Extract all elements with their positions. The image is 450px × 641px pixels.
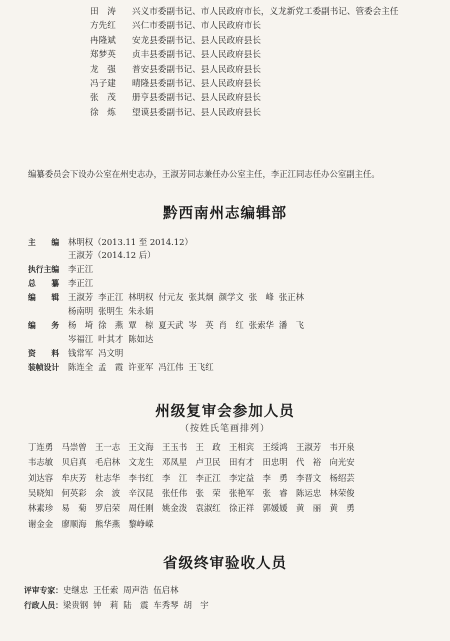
editorial-member: 杨南明: [68, 306, 94, 316]
review-member: 余 波: [95, 487, 121, 498]
review-member: 林素珍: [28, 503, 54, 514]
review-member: 周任刚: [128, 503, 154, 514]
official-name: 徐 炼: [90, 107, 116, 118]
official-role: 晴隆县委副书记、县人民政府县长: [132, 79, 261, 89]
official-role: 安龙县委副书记、县人民政府县长: [132, 35, 261, 46]
review-member: 邓凤星: [162, 457, 188, 468]
final-member: 伍启林: [153, 585, 179, 595]
review-member: 张任伟: [162, 487, 188, 498]
review-member: 毛启林: [95, 457, 121, 468]
review-row: [28, 486, 428, 501]
review-member: 张 荣: [195, 487, 221, 498]
official-row: [90, 49, 261, 62]
review-member: 吴晓知: [28, 487, 54, 498]
editorial-row: [28, 361, 214, 374]
final-member: 胡 宇: [183, 600, 209, 610]
editorial-member: 王淑芳（2014.12 后）: [68, 250, 156, 260]
review-row: [28, 455, 428, 470]
review-member: 王绥鸿: [262, 442, 288, 452]
final-role-label: 评审专家：: [24, 586, 63, 595]
editorial-row: [28, 333, 154, 346]
review-member: 李定益: [229, 472, 255, 483]
review-member: 韦开泉: [329, 442, 355, 452]
editorial-member: 颜学文: [218, 292, 244, 302]
review-member: 徐正祥: [229, 503, 255, 514]
editorial-member: 林明权（2013.11 至 2014.12）: [68, 237, 193, 247]
official-row: [90, 6, 398, 19]
editorial-member: 杨 埼: [68, 320, 94, 330]
review-member: 韦志敏: [28, 457, 54, 468]
official-row: [90, 78, 261, 91]
review-member: 丁连勇: [28, 442, 54, 452]
editorial-member: 陈连全: [68, 362, 94, 372]
editorial-member: 徐 燕: [98, 320, 124, 330]
review-subtitle: （按姓氏笔画排列）: [179, 424, 270, 434]
editorial-row: [28, 236, 193, 249]
final-member: 周声浩: [123, 585, 149, 595]
editorial-member: 冯文明: [98, 348, 124, 358]
editorial-member: 夏天武: [158, 320, 184, 330]
final-row: [24, 598, 214, 613]
official-role: 贞丰县委副书记、县人民政府县长: [132, 50, 261, 61]
editorial-role-label: 装帧设计: [28, 363, 60, 372]
editorial-member: 岑 英: [188, 320, 214, 330]
review-member: 谢金金: [28, 518, 54, 529]
review-member: 王 政: [195, 442, 221, 452]
editorial-member: 张 峰: [248, 292, 274, 302]
editorial-row: [28, 277, 94, 290]
official-name: 田 涛: [90, 7, 116, 17]
review-member: 文龙生: [128, 457, 154, 468]
review-member: 陈运忠: [296, 487, 322, 498]
editorial-member: 张索华: [248, 320, 274, 330]
review-member: 代 裕: [296, 457, 322, 468]
final-member: 陆 震: [123, 600, 149, 610]
review-member: 田有才: [229, 457, 255, 468]
editorial-member: 李正江: [98, 292, 124, 302]
review-member: 袁淑红: [195, 503, 221, 514]
editorial-member: 林明权: [128, 292, 154, 302]
official-role: 兴义市委副书记、市人民政府市长，义龙新党工委副书记、管委会主任: [132, 7, 399, 17]
committee-note: 编纂委员会下设办公室在州史志办，王淑芳同志兼任办公室主任，李正江同志任办公室副主任。: [28, 169, 380, 179]
review-member: 马崇曾: [61, 442, 87, 452]
official-row: [90, 92, 261, 105]
review-row: [28, 501, 428, 516]
editorial-role-label: 主 编: [28, 238, 60, 247]
editorial-role-label: 总 纂: [28, 279, 60, 288]
review-member: 罗启荣: [95, 503, 121, 514]
review-member: 田忠明: [262, 457, 288, 468]
editorial-member: 李正江: [68, 278, 94, 288]
official-row: [90, 35, 261, 48]
review-member: 李 勇: [262, 472, 288, 483]
final-row: [24, 583, 183, 598]
review-member: 李正江: [195, 472, 221, 483]
review-member: 黎峥嵘: [128, 518, 154, 529]
editorial-role-label: 编 务: [28, 321, 60, 330]
review-member: 廖顺海: [61, 518, 87, 529]
review-member: 姚金泼: [162, 503, 188, 514]
editorial-member: 李正江: [68, 264, 94, 274]
official-role: 普安县委副书记、县人民政府县长: [132, 64, 261, 75]
review-member: 林荣俊: [329, 487, 355, 498]
editorial-member: 叶其才: [98, 334, 124, 344]
review-member: 王一志: [95, 442, 121, 452]
review-member: 向光安: [329, 457, 355, 468]
review-title: 州级复审会参加人员: [155, 404, 295, 420]
final-member: 车秀琴: [153, 600, 179, 610]
final-member: 史继忠: [62, 585, 89, 595]
review-row: [28, 517, 428, 532]
review-member: 何英彩: [61, 487, 87, 498]
review-member: 熊华燕: [95, 518, 121, 529]
review-member: 易 菊: [61, 503, 87, 514]
official-name: 方先红: [90, 21, 116, 32]
final-title: 省级终审验收人员: [163, 556, 287, 572]
review-member: 王玉书: [162, 442, 188, 452]
official-name: 冯子建: [90, 79, 116, 89]
review-member: 牟庆芳: [61, 472, 87, 483]
review-member: 杨绍芸: [329, 472, 355, 483]
official-row: [90, 64, 261, 77]
editorial-member: 冯江伟: [158, 362, 184, 372]
editorial-member: 许亚军: [128, 362, 154, 372]
editorial-member: 覃 椋: [128, 320, 154, 330]
editorial-row: [28, 291, 304, 304]
editorial-row: [28, 263, 94, 276]
review-member: 李晋文: [296, 472, 322, 483]
editorial-role-label: 执行主编: [28, 265, 60, 274]
review-member: 杜志华: [95, 472, 121, 483]
editorial-member: 陈如达: [128, 334, 154, 344]
final-role-label: 行政人员：: [24, 601, 63, 610]
review-row: [28, 471, 428, 486]
review-member: 黄 丽: [296, 503, 322, 514]
editorial-row: [28, 347, 124, 360]
review-member: 王文海: [128, 442, 154, 452]
final-member: 王任索: [93, 585, 119, 595]
editorial-row: [28, 319, 304, 332]
editorial-member: 张正林: [278, 292, 304, 302]
official-role: 兴仁市委副书记、市人民政府市长: [132, 21, 261, 32]
editorial-member: 张明生: [98, 306, 124, 316]
editorial-member: 潘 飞: [278, 320, 304, 330]
review-member: 黄 勇: [329, 503, 355, 514]
review-member: 卢卫民: [195, 457, 221, 468]
editorial-row: [28, 305, 154, 318]
editorial-title: 黔西南州志编辑部: [163, 206, 287, 222]
review-member: 王淑芳: [296, 442, 322, 452]
official-row: [90, 20, 261, 33]
editorial-member: 钱常军: [68, 348, 94, 358]
official-row: [90, 107, 261, 120]
review-member: 李 江: [162, 472, 188, 483]
review-member: 张 睿: [262, 487, 288, 498]
review-member: 张艳军: [229, 487, 255, 498]
editorial-role-label: 资 料: [28, 349, 60, 358]
review-member: 李书红: [128, 472, 154, 483]
editorial-member: 付元友: [158, 292, 184, 302]
official-role: 册亨县委副书记、县人民政府县长: [132, 93, 261, 104]
official-name: 龙 强: [90, 64, 116, 75]
review-member: 王相宾: [229, 442, 255, 452]
editorial-member: 王淑芳: [68, 292, 94, 302]
editorial-member: 孟 霞: [98, 362, 124, 372]
editorial-member: 朱永娟: [128, 306, 154, 316]
review-member: 辛汉昆: [128, 487, 154, 498]
editorial-member: 肖 红: [218, 320, 244, 330]
review-row: [28, 440, 428, 455]
review-member: 郭媛媛: [262, 503, 288, 514]
editorial-member: 张其炯: [188, 292, 214, 302]
editorial-member: 岑福江: [68, 334, 94, 344]
review-member: 贝启真: [61, 457, 87, 468]
final-member: 钟 莉: [93, 600, 119, 610]
editorial-role-label: 编 辑: [28, 293, 60, 302]
editorial-row: [28, 249, 156, 262]
official-name: 冉隆斌: [90, 35, 116, 46]
editorial-member: 王飞红: [188, 362, 214, 372]
official-role: 望谟县委副书记、县人民政府县长: [132, 107, 261, 118]
final-member: 梁贵钢: [62, 600, 89, 610]
official-name: 郑梦英: [90, 50, 116, 61]
official-name: 张 茂: [90, 93, 116, 104]
review-member: 刘达容: [28, 472, 54, 483]
